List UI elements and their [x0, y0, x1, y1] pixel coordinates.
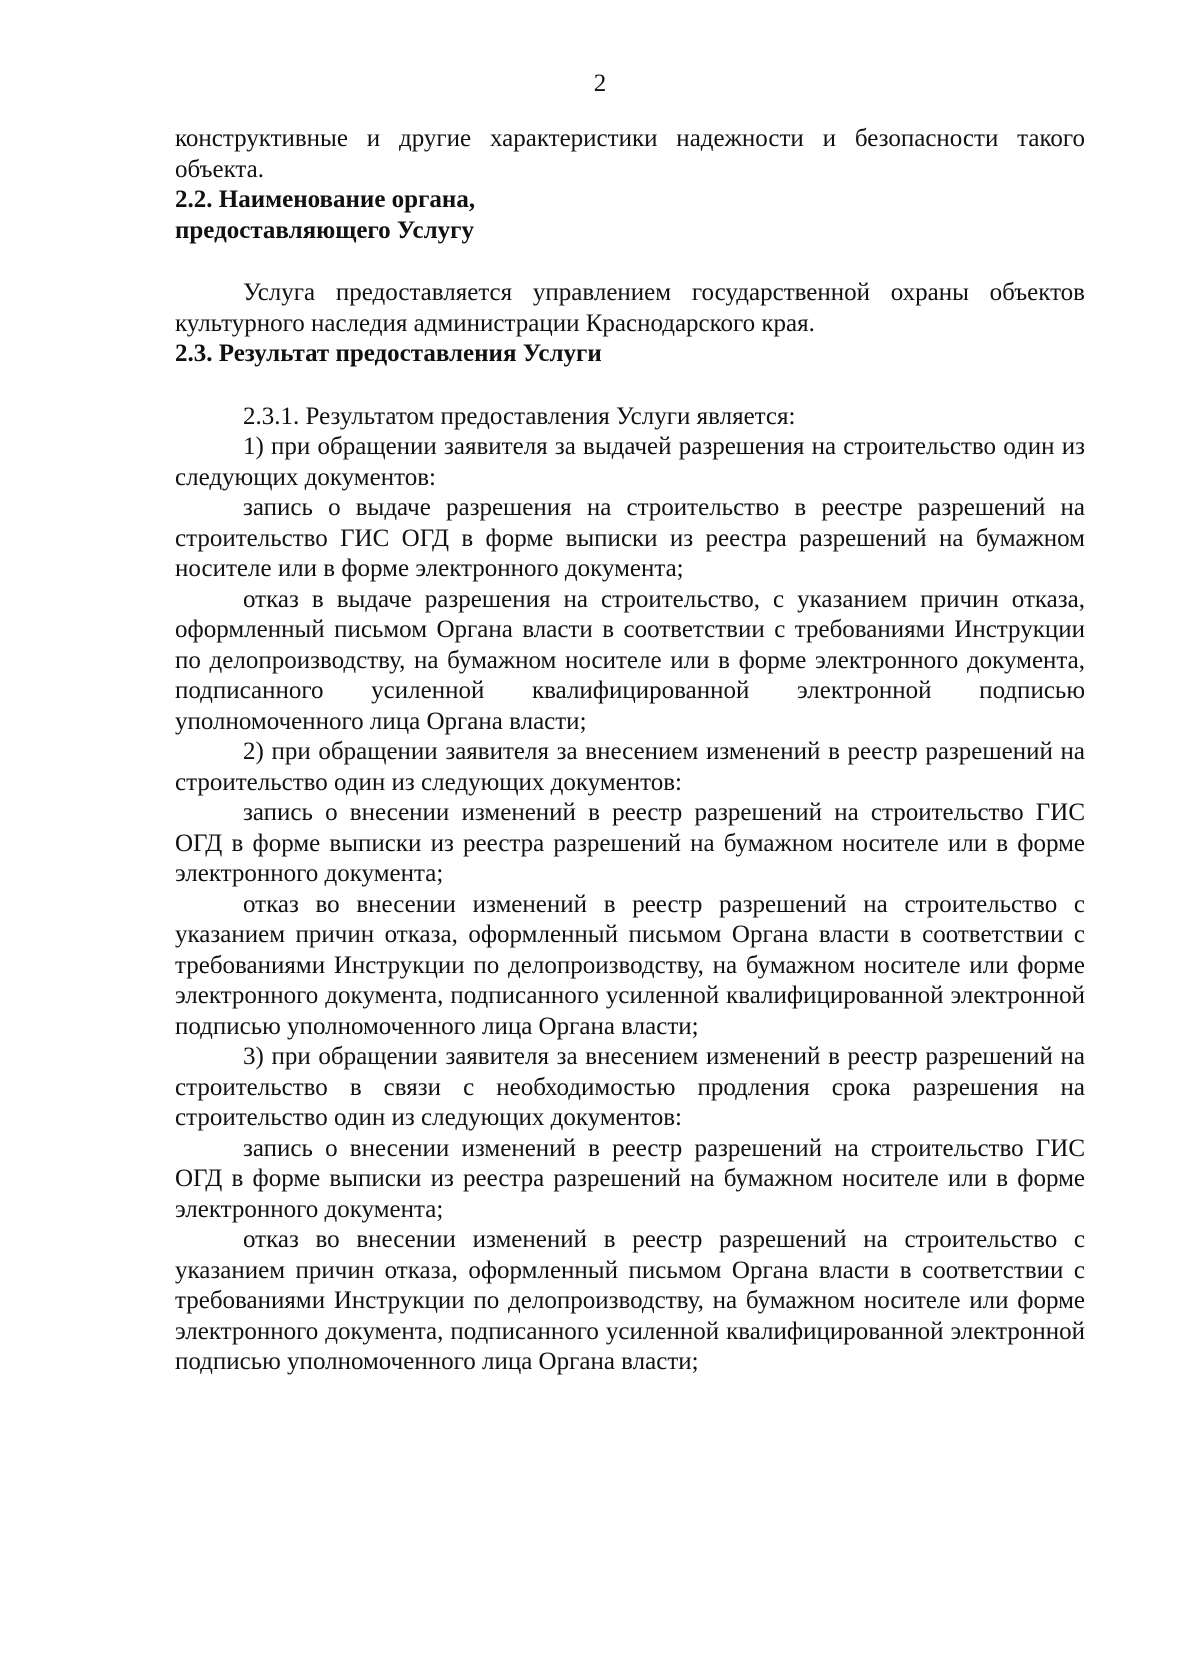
paragraph-refusal-issuance: отказ в выдаче разрешения на строительство, с указанием причин отказа, оформленный письмом Органа власти в соответствии с требованиями Инструкции по делопроизводству, на бумажном носителе или в форме электронного документа, подписанного усиленной квалифицированной электронной подписью уполномоченного лица Органа власти; [175, 585, 1085, 735]
section-heading-2-3: 2.3. Результат предоставления Услуги [175, 340, 602, 367]
page-number: 2 [593, 70, 607, 97]
paragraph-record-extension: запись о внесении изменений в реестр разрешений на строительство ГИС ОГД в форме выписки из реестра разрешений на бумажном носителе или в форме электронного документа; [175, 1134, 1085, 1223]
paragraph-refusal-extension: отказ во внесении изменений в реестр разрешений на строительство с указанием причин отказа, оформленный письмом Органа власти в соответствии с требованиями Инструкции по делопроизводству, на бумажном носителе или форме электронного документа, подписанного усиленной квалифицированной электронной подписью уполномоченного лица Органа власти; [175, 1226, 1085, 1375]
list-item-2: 2) при обращении заявителя за внесением изменений в реестр разрешений на строительство один из следующих документов: [175, 738, 1085, 796]
list-item-3: 3) при обращении заявителя за внесением изменений в реестр разрешений на строительство в связи с необходимостью продления срока разрешения на строительство один из следующих документов: [175, 1043, 1085, 1131]
paragraph-continuation: конструктивные и другие характеристики надежности и безопасности такого объекта. [175, 125, 1085, 183]
list-item-1: 1) при обращении заявителя за выдачей разрешения на строительство один из следующих документов: [175, 433, 1085, 491]
paragraph-2-3-1: 2.3.1. Результатом предоставления Услуги является: [243, 402, 796, 430]
paragraph-record-issuance: запись о выдаче разрешения на строительство в реестре разрешений на строительство ГИС ОГД в форме выписки из реестра разрешений на бумажном носителе или в форме электронного документа; [175, 494, 1085, 582]
document-body [175, 124, 1085, 1378]
section-heading-2-2-line1: 2.2. Наименование органа, [175, 186, 476, 213]
section-heading-2-2-line2: предоставляющего Услугу [175, 216, 475, 244]
paragraph-service-provider: Услуга предоставляется управлением государственной охраны объектов культурного наследия администрации Краснодарского края. [175, 279, 1085, 337]
paragraph-record-changes: запись о внесении изменений в реестр разрешений на строительство ГИС ОГД в форме выписки из реестра разрешений на бумажном носителе или в форме электронного документа; [175, 799, 1085, 887]
paragraph-refusal-changes: отказ во внесении изменений в реестр разрешений на строительство с указанием причин отказа, оформленный письмом Органа власти в соответствии с требованиями Инструкции по делопроизводству, на бумажном носителе или форме электронного документа, подписанного усиленной квалифицированной электронной подписью уполномоченного лица Органа власти; [175, 890, 1085, 1040]
